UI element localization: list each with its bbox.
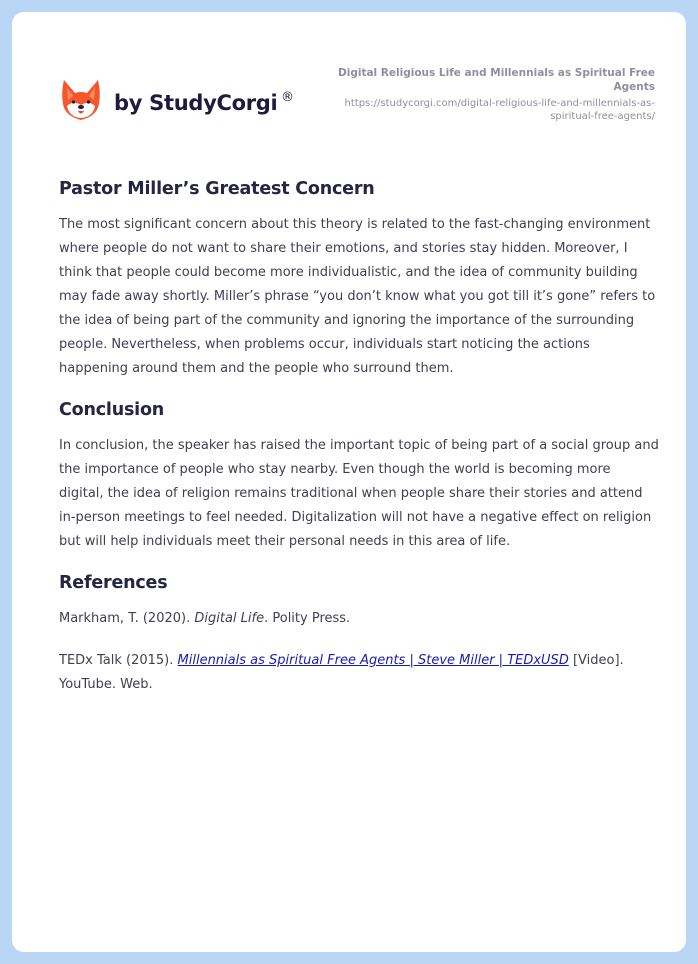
section-heading: Pastor Miller’s Greatest Concern bbox=[59, 179, 375, 199]
section-references bbox=[59, 571, 659, 697]
reference-suffix: . Polity Press. bbox=[264, 611, 351, 626]
corgi-logo-icon bbox=[61, 78, 101, 122]
section-paragraph: The most significant concern about this theory is related to the fast-changing environment where people do not want to share their emotions, and stories stay hidden. Moreover, I think that people could become more individualistic, and the idea of community building may fade away shortly. Miller’s phrase “you don’t know what you got till it’s gone” refers to the idea of being part of the community and ignoring the importance of the surrounding people. Nevertheless, when problems occur, individuals start noticing the actions happening around them and the people who surround them. bbox=[59, 217, 656, 376]
section-paragraph: In conclusion, the speaker has raised the important topic of being part of a social group and the importance of people who stay nearby. Even though the world is becoming more digital, the idea of religion remains traditional when people share their stories and attend in-person meetings to feel needed. Digitalization will not have a negative effect on religion but will help individuals meet their personal needs in this area of life. bbox=[59, 438, 659, 549]
document-url[interactable]: https://studycorgi.com/digital-religious-life-and-millennials-as-spiritual-free-agents/ bbox=[344, 98, 655, 122]
document-page bbox=[12, 12, 686, 952]
section-heading: Conclusion bbox=[59, 400, 165, 420]
document-title: Digital Religious Life and Millennials as Spiritual Free Agents bbox=[338, 67, 655, 93]
reference-prefix: Markham, T. (2020). bbox=[59, 611, 195, 626]
document-meta bbox=[315, 66, 655, 123]
reference-link[interactable]: Millennials as Spiritual Free Agents | Steve Miller | TEDxUSD bbox=[177, 653, 569, 668]
reference-item bbox=[59, 607, 659, 631]
reference-prefix: TEDx Talk (2015). bbox=[59, 653, 178, 668]
reference-title: Digital Life bbox=[194, 611, 265, 626]
studycorgi-logo[interactable] bbox=[61, 78, 294, 122]
reference-item bbox=[59, 649, 659, 697]
section-conclusion bbox=[59, 398, 659, 554]
page-header bbox=[12, 12, 686, 152]
registered-mark: ® bbox=[281, 90, 294, 105]
logo-wordmark: by StudyCorgi bbox=[114, 91, 278, 115]
section-concern bbox=[59, 177, 659, 381]
reference-suffix: [Video]. YouTube. Web. bbox=[59, 653, 624, 692]
document-content bbox=[59, 177, 659, 697]
section-heading: References bbox=[59, 573, 168, 593]
